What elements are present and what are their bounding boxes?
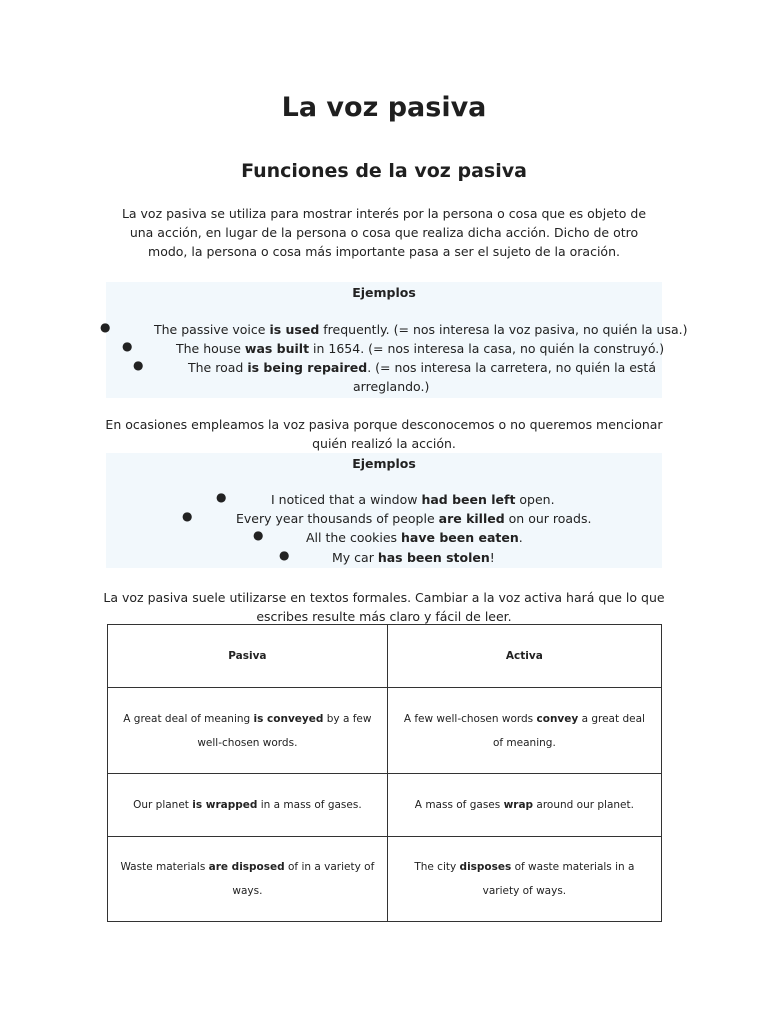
table-row	[108, 837, 662, 922]
table-cell-passive	[108, 837, 388, 922]
examples-heading: Ejemplos	[352, 456, 416, 471]
cell-verb: is wrapped	[192, 799, 258, 811]
example-passive-verb: have been eaten	[401, 530, 519, 545]
column-header-pasiva: Pasiva	[108, 625, 388, 688]
cell-text: of waste materials in a variety of ways.	[482, 861, 635, 897]
intro-paragraph: La voz pasiva se utiliza para mostrar interés por la persona o cosa que es objeto de una acción, en lugar de la persona o cosa que realiza dicha acción. Dicho de otro modo, la persona o cosa más importante pasa a ser el sujeto de la oración.	[121, 206, 647, 259]
cell-text: by a few well-chosen words.	[197, 712, 372, 749]
example-text: The road	[188, 360, 248, 375]
table-header-row	[108, 625, 662, 688]
examples-box-1	[100, 282, 688, 398]
example-passive-verb: has been stolen	[377, 550, 490, 565]
example-text: !	[489, 550, 495, 565]
example-text: on our roads.	[504, 511, 592, 526]
table-cell-active	[387, 774, 661, 837]
cell-text: a great deal of meaning.	[492, 712, 645, 749]
example-text: I noticed that a window	[271, 492, 422, 507]
example-text: in 1654. (= nos interesa la casa, no quién la construyó.)	[309, 341, 665, 356]
cell-verb: convey	[536, 712, 579, 725]
cell-text: Waste materials	[120, 861, 209, 873]
table-row	[108, 774, 662, 837]
bullet-icon: ●	[182, 509, 193, 523]
example-item	[332, 548, 495, 567]
column-header-activa: Activa	[387, 625, 661, 688]
example-item	[154, 320, 687, 339]
example-passive-verb: is being repaired	[247, 360, 368, 375]
example-item	[236, 509, 591, 528]
example-passive-verb: had been left	[421, 492, 516, 507]
bullet-icon: ●	[279, 548, 290, 562]
table-cell-passive	[108, 774, 388, 837]
cell-verb: is conveyed	[253, 712, 324, 725]
cell-text: around our planet.	[533, 799, 634, 811]
example-text: My car	[332, 550, 378, 565]
example-item	[271, 490, 555, 509]
cell-text: Our planet	[133, 799, 193, 811]
example-text: The house	[176, 341, 245, 356]
example-passive-verb: is used	[269, 322, 320, 337]
example-item	[188, 358, 656, 377]
example-item	[306, 528, 523, 547]
example-text: frequently. (= nos interesa la voz pasiva, no quién la usa.)	[319, 322, 688, 337]
bullet-icon: ●	[122, 339, 133, 353]
table-cell-passive	[108, 688, 388, 774]
bullet-icon: ●	[216, 490, 227, 504]
example-text: All the cookies	[306, 530, 402, 545]
table-row	[108, 688, 662, 774]
example-text: The passive voice	[154, 322, 270, 337]
cell-verb: wrap	[503, 799, 534, 811]
cell-verb: disposes	[459, 861, 512, 873]
cell-text: The city	[414, 861, 460, 873]
example-passive-verb: are killed	[438, 511, 505, 526]
cell-text: A few well-chosen words	[403, 712, 537, 725]
third-paragraph: La voz pasiva suele utilizarse en textos formales. Cambiar a la voz activa hará que lo que escribes resulte más claro y fácil de leer.	[103, 590, 665, 624]
cell-text: A mass of gases	[414, 799, 504, 811]
bullet-icon: ●	[133, 358, 144, 372]
second-paragraph: En ocasiones empleamos la voz pasiva porque desconocemos o no queremos mencionar quién realizó la acción.	[105, 417, 663, 451]
examples-box-2	[106, 453, 662, 568]
examples-heading: Ejemplos	[352, 285, 416, 300]
example-text: .	[518, 530, 523, 545]
example-text: open.	[515, 492, 555, 507]
example-item	[176, 339, 664, 358]
comparison-table	[107, 624, 662, 922]
bullet-icon: ●	[100, 320, 111, 334]
section-heading: Funciones de la voz pasiva	[241, 160, 527, 182]
example-text: Every year thousands of people	[236, 511, 439, 526]
cell-text: in a mass of gases.	[257, 799, 362, 811]
cell-text: of in a variety of ways.	[232, 861, 375, 897]
cell-text: A great deal of meaning	[123, 712, 254, 725]
example-passive-verb: was built	[244, 341, 310, 356]
example-text: . (= nos interesa la carretera, no quién la está	[367, 360, 656, 375]
page-title: La voz pasiva	[281, 92, 487, 123]
table-cell-active	[387, 837, 661, 922]
bullet-icon: ●	[253, 528, 264, 542]
cell-verb: are disposed	[208, 861, 285, 873]
table-cell-active	[387, 688, 661, 774]
example-item-continuation: arreglando.)	[353, 379, 430, 394]
